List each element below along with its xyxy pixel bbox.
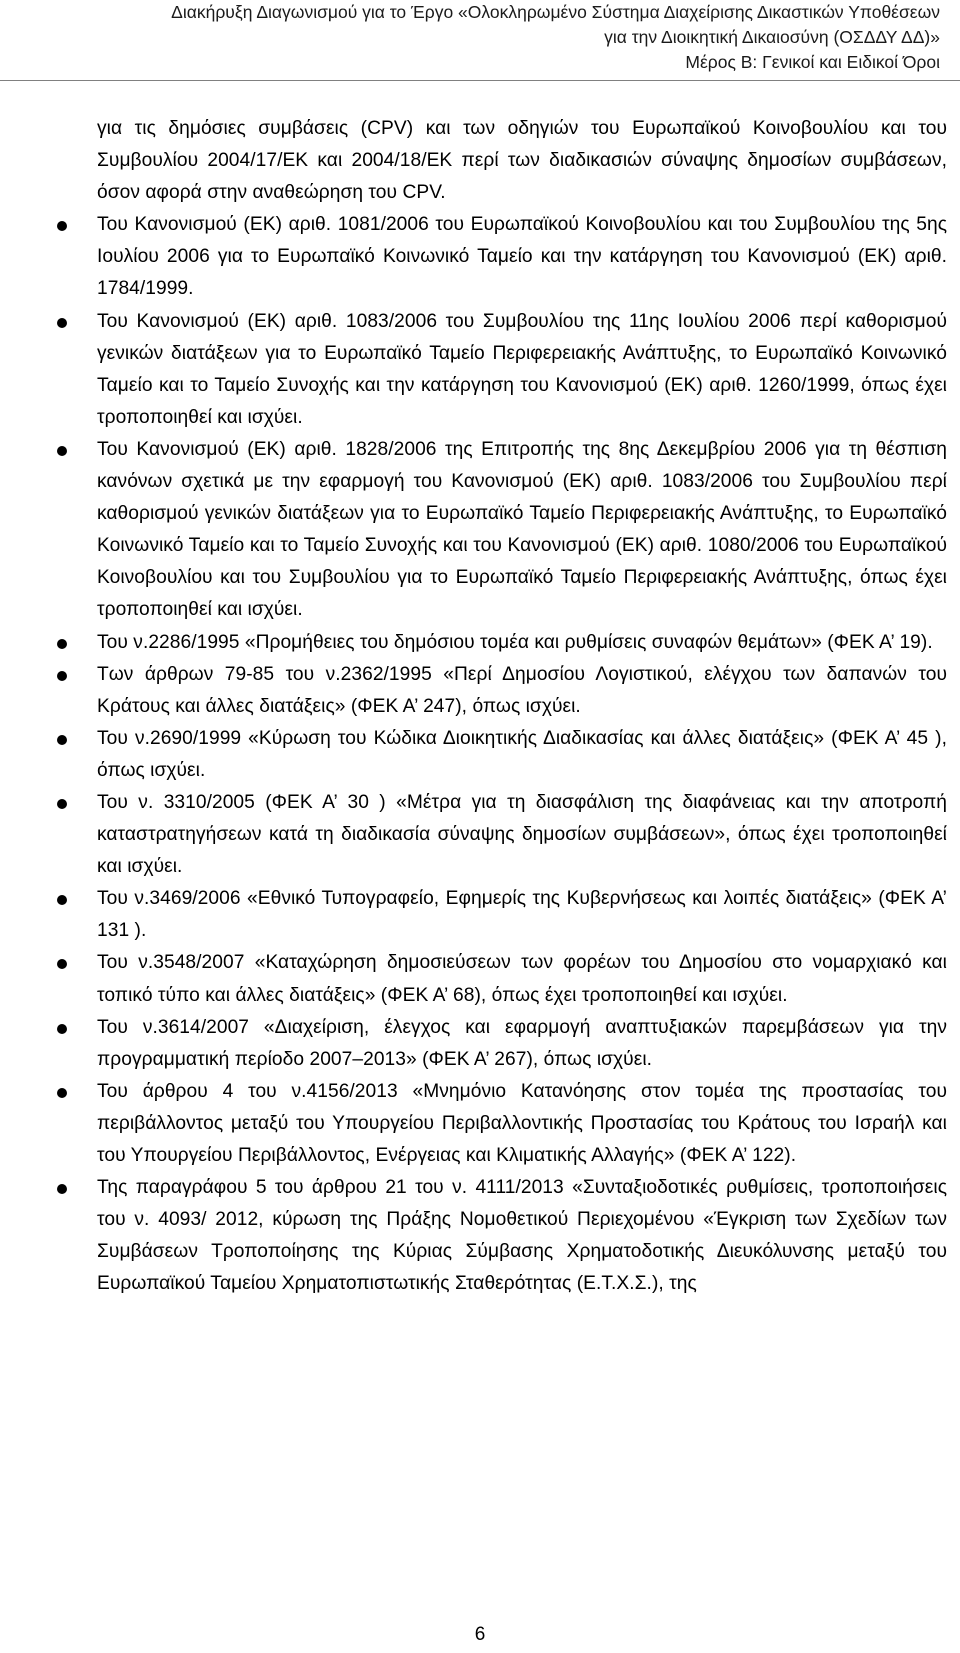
list-item-text: Του ν.3614/2007 «Διαχείριση, έλεγχος και εφαρμογή αναπτυξιακών παρεμβάσεων για την προγραμματική περίοδο 2007–2013» (ΦΕΚ Α’ 267), όπως ισχύει.: [97, 1016, 947, 1070]
header-line-2: για την Διοικητική Δικαιοσύνη (ΟΣΔΔΥ ΔΔ)»: [604, 27, 940, 47]
list-item-text: Του Κανονισμού (ΕΚ) αριθ. 1828/2006 της Επιτροπής της 8ης Δεκεμβρίου 2006 για τη θέσπιση κανόνων σχετικά με την εφαρμογή του Κανονισμού (ΕΚ) αριθ. 1083/2006 του Συμβουλίου περί καθορισμού γενικών διατάξεων για το Ευρωπαϊκό Ταμείο Περιφερειακής Ανάπτυξης, το Ευρωπαϊκό Κοινωνικό Ταμείο και το Ταμείο Συνοχής και του Κανονισμού (ΕΚ) αριθ. 1080/2006 του Ευρωπαϊκού Κοινοβουλίου και του Συμβουλίου για το Ευρωπαϊκό Ταμείο Περιφερειακής Ανάπτυξης, όπως έχει τροποποιηθεί και ισχύει.: [97, 438, 947, 621]
list-item-text: Του ν.3469/2006 «Εθνικό Τυπογραφείο, Εφημερίς της Κυβερνήσεως και λοιπές διατάξεις» (ΦΕΚ Α’ 131 ).: [97, 888, 947, 942]
list-item-text: Του άρθρου 4 του ν.4156/2013 «Μνημόνιο Κατανόησης στον τομέα της προστασίας του περιβάλλοντος μεταξύ του Υπουργείου Περιβαλλοντικής Προστασίας του Κράτους του Ισραήλ και του Υπουργείου Περιβάλλοντος, Ενέργειας και Κλιματικής Αλλαγής» (ΦΕΚ Α’ 122).: [97, 1080, 947, 1166]
bullet-icon: [57, 306, 69, 338]
list-item-text: Του Κανονισμού (ΕΚ) αριθ. 1083/2006 του Συμβουλίου της 11ης Ιουλίου 2006 περί καθορισμού γενικών διατάξεων για το Ευρωπαϊκό Ταμείο Περιφερειακής Ανάπτυξης, το Ευρωπαϊκό Κοινωνικό Ταμείο και το Ταμείο Συνοχής και την κατάργηση του Κανονισμού (ΕΚ) αριθ. 1260/1999, όπως έχει τροποποιηθεί και ισχύει.: [97, 310, 947, 428]
list-item: [97, 723, 947, 787]
bullet-icon: [57, 723, 69, 755]
bullet-icon: [57, 434, 69, 466]
bullet-icon: [57, 1076, 69, 1108]
list-item: [97, 659, 947, 723]
body-text: [97, 113, 947, 1300]
list-item: [97, 209, 947, 305]
bullet-icon: [57, 883, 69, 915]
list-item-text: Του ν.3548/2007 «Καταχώρηση δημοσιεύσεων των φορέων του Δημοσίου στο νομαρχιακό και τοπικό τύπο και άλλες διατάξεις» (ΦΕΚ Α’ 68), όπως έχει τροποποιηθεί και ισχύει.: [97, 952, 947, 1006]
list-item: [97, 883, 947, 947]
list-item: [97, 434, 947, 627]
bullet-icon: [57, 627, 69, 659]
list-item: [97, 1172, 947, 1300]
list-item-text: Του Κανονισμού (ΕΚ) αριθ. 1081/2006 του Ευρωπαϊκού Κοινοβουλίου και του Συμβουλίου της 5ης Ιουλίου 2006 για το Ευρωπαϊκό Κοινωνικό Ταμείο και την κατάργηση του Κανονισμού (ΕΚ) αριθ. 1784/1999.: [97, 214, 947, 300]
list-item: [97, 1012, 947, 1076]
list-item-text: Του ν.2286/1995 «Προμήθειες του δημόσιου τομέα και ρυθμίσεις συναφών θεμάτων» (ΦΕΚ Α’ 19).: [97, 631, 933, 653]
bullet-icon: [57, 209, 69, 241]
list-item-text: Του ν.2690/1999 «Κύρωση του Κώδικα Διοικητικής Διαδικασίας και άλλες διατάξεις» (ΦΕΚ Α’ 45 ), όπως ισχύει.: [97, 727, 947, 781]
list-item-text: Του ν. 3310/2005 (ΦΕΚ Α’ 30 ) «Μέτρα για τη διασφάλιση της διαφάνειας και την αποτροπή καταστρατηγήσεων κατά τη διαδικασία σύναψης δημοσίων συμβάσεων», όπως έχει τροποποιηθεί και ισχύει.: [97, 791, 947, 878]
bullet-icon: [57, 1172, 69, 1204]
running-header: [0, 0, 940, 75]
bullet-icon: [57, 947, 69, 979]
list-item: [97, 787, 947, 883]
list-item: [97, 1076, 947, 1172]
header-divider: [0, 80, 960, 81]
bullet-icon: [57, 787, 69, 819]
legislation-list: [97, 209, 947, 1300]
header-line-3: Μέρος Β: Γενικοί και Ειδικοί Όροι: [685, 52, 940, 72]
bullet-icon: [57, 659, 69, 691]
list-item: [97, 947, 947, 1011]
bullet-icon: [57, 1012, 69, 1044]
list-item-text: Των άρθρων 79-85 του ν.2362/1995 «Περί Δημοσίου Λογιστικού, ελέγχου των δαπανών του Κράτους και άλλες διατάξεις» (ΦΕΚ Α’ 247), όπως ισχύει.: [97, 663, 947, 717]
list-item-text: Της παραγράφου 5 του άρθρου 21 του ν. 4111/2013 «Συνταξιοδοτικές ρυθμίσεις, τροποποιήσεις του ν. 4093/ 2012, κύρωση της Πράξης Νομοθετικού Περιεχομένου «Έγκριση των Σχεδίων των Συμβάσεων Τροποποίησης της Κύριας Σύμβασης Χρηματοδοτικής Διευκόλυνσης μεταξύ του Ευρωπαϊκού Ταμείου Χρηματοπιστωτικής Σταθερότητας (Ε.Τ.Χ.Σ.), της: [97, 1177, 947, 1295]
list-item: [97, 627, 947, 659]
page-number: 6: [474, 1624, 486, 1645]
list-item: [97, 306, 947, 434]
header-line-1: Διακήρυξη Διαγωνισμού για το Έργο «Ολοκληρωμένο Σύστημα Διαχείρισης Δικαστικών Υποθέσεων: [171, 2, 940, 22]
intro-paragraph: για τις δημόσιες συμβάσεις (CPV) και των οδηγιών του Ευρωπαϊκού Κοινοβουλίου και του Συμβουλίου 2004/17/ΕΚ και 2004/18/ΕΚ περί των διαδικασιών σύναψης δημοσίων συμβάσεων, όσον αφορά στην αναθεώρηση του CPV.: [97, 118, 947, 204]
